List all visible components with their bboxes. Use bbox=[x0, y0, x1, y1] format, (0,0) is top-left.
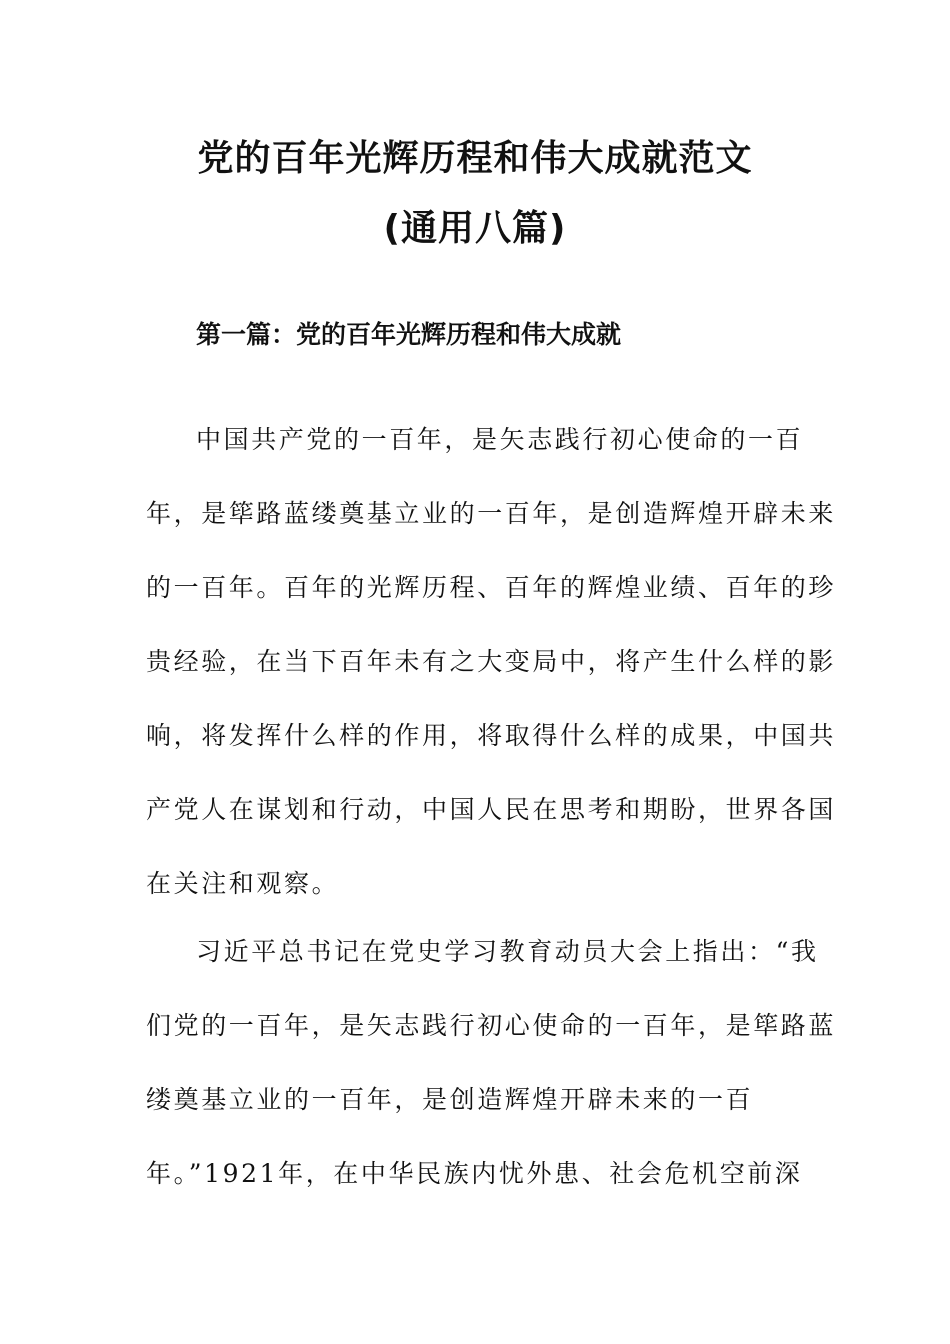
paragraph-line: 贵经验，在当下百年未有之大变局中，将产生什么样的影 bbox=[146, 647, 837, 676]
paragraph-line: 的一百年。百年的光辉历程、百年的辉煌业绩、百年的珍 bbox=[146, 573, 837, 602]
document-title: 党的百年光辉历程和伟大成就范文 bbox=[197, 138, 753, 179]
paragraph-line: 中国共产党的一百年，是矢志践行初心使命的一百 bbox=[196, 425, 804, 454]
paragraph-line: 响，将发挥什么样的作用，将取得什么样的成果，中国共 bbox=[146, 721, 837, 750]
paragraph-line: 在关注和观察。 bbox=[146, 869, 340, 898]
section-heading: 第一篇：党的百年光辉历程和伟大成就 bbox=[196, 320, 622, 349]
paragraph-line: 产党人在谋划和行动，中国人民在思考和期盼，世界各国 bbox=[146, 795, 837, 824]
paragraph-line: 们党的一百年，是矢志践行初心使命的一百年，是筚路蓝 bbox=[146, 1011, 837, 1040]
document-subtitle: (通用八篇) bbox=[383, 208, 567, 249]
paragraph-line: 年。”1921年，在中华民族内忧外患、社会危机空前深 bbox=[146, 1159, 803, 1188]
paragraph-line: 缕奠基立业的一百年，是创造辉煌开辟未来的一百 bbox=[146, 1085, 754, 1114]
paragraph-line: 年，是筚路蓝缕奠基立业的一百年，是创造辉煌开辟未来 bbox=[146, 499, 837, 528]
paragraph-line: 习近平总书记在党史学习教育动员大会上指出：“我 bbox=[196, 937, 819, 966]
